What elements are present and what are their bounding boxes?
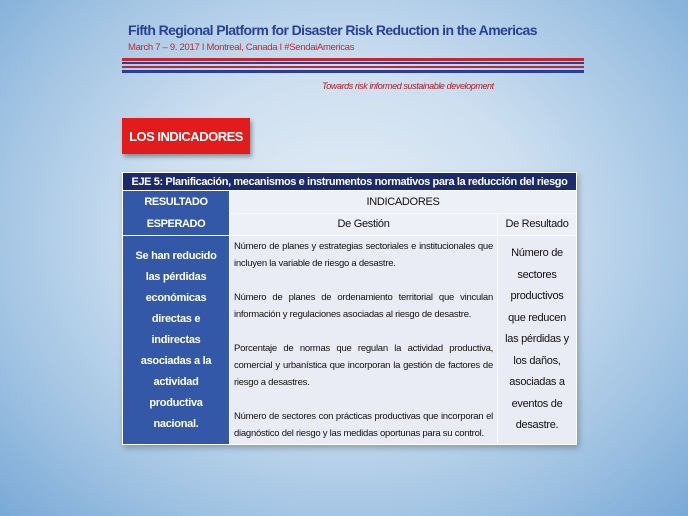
gestion-header: De Gestión [230,213,498,236]
resultado-header: De Resultado [498,213,577,236]
header-rule-blue-bottom [122,70,584,73]
section-title-box: LOS INDICADORES [122,118,250,154]
gestion-indicators-cell [230,236,498,445]
resultado-indicator-cell: Número de sectores productivos que reducen las pérdidas y los daños, asociadas a eventos de desastre. [498,236,577,445]
body-row [123,236,577,445]
conference-title: Fifth Regional Platform for Disaster Risk Reduction in the Americas [128,22,537,38]
conference-subtitle: March 7 – 9. 2017 I Montreal, Canada I #SendaiAmericas [128,42,355,53]
gestion-indicator: Número de planes y estrategias sectoriales e institucionales que incluyen la variable de riesgo a desastre. [234,241,493,269]
header-rule-red-top [122,58,584,61]
header-row-1 [123,191,577,214]
expected-result-header [123,191,230,236]
expected-result-cell: Se han reducido las pérdidas económicas directas e indirectas asociadas a la actividad productiva nacional. [123,236,230,445]
axis-row [123,173,577,191]
expected-result-header-line1: RESULTADO [144,196,208,208]
header-rule-blue [122,62,584,64]
gestion-indicator: Número de sectores con prácticas productivas que incorporan el diagnóstico del riesgo y las medidas oportunas para su control. [234,411,493,439]
gestion-indicator: Porcentaje de normas que regulan la actividad productiva, comercial y urbanística que incorporan la gestión de factores de riesgo a desastres. [234,343,493,388]
indicators-table [122,172,577,445]
indicators-header: INDICADORES [230,191,577,214]
expected-result-header-line2: ESPERADO [146,218,206,230]
gestion-indicator: Número de planes de ordenamiento territorial que vinculan información y regulaciones asociadas al riesgo de desastre. [234,292,493,320]
header-rule-red-mid [122,66,584,68]
axis-title: EJE 5: Planificación, mecanismos e instrumentos normativos para la reducción del riesgo [123,173,577,191]
tagline: Towards risk informed sustainable development [322,81,494,91]
